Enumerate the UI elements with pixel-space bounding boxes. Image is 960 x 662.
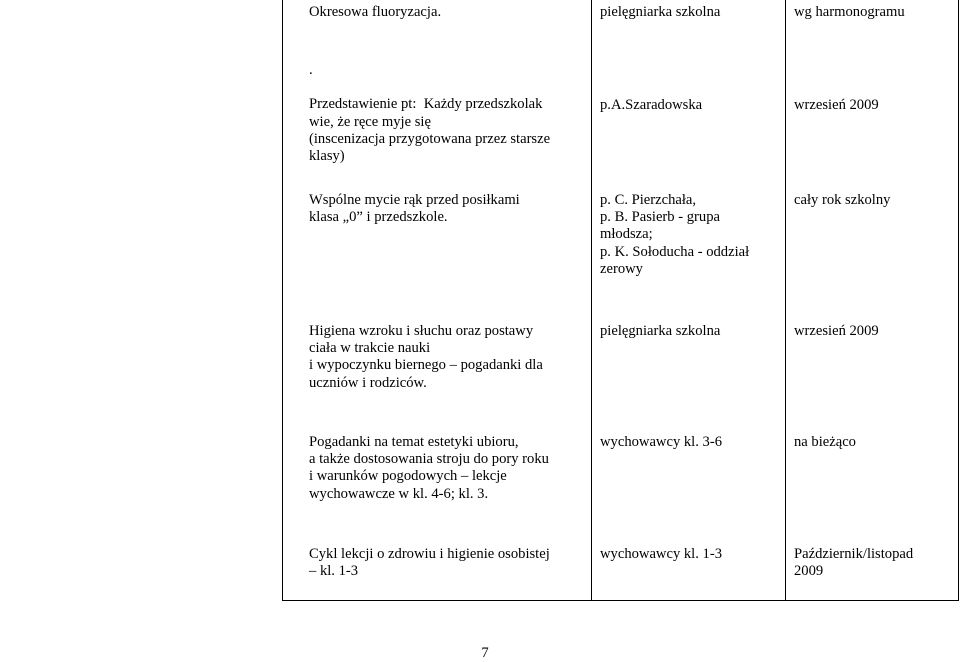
table-border-bottom <box>282 600 959 601</box>
activity-cell: . Przedstawienie pt: Każdy przedszkolak wie, że ręce myje się (inscenizacja przygotowana przez starsze klasy) <box>309 62 551 165</box>
date-cell: wg harmonogramu <box>794 4 905 20</box>
responsible-cell: wychowawcy kl. 3-6 <box>600 434 722 450</box>
date-cell: na bieżąco <box>794 434 856 450</box>
activity-cell: Pogadanki na temat estetyki ubioru, a także dostosowania stroju do pory roku i warunków pogodowych – lekcje wychowawcze w kl. 4-6; kl. 3. <box>309 434 549 502</box>
activity-cell: Okresowa fluoryzacja. <box>309 4 442 20</box>
responsible-cell: wychowawcy kl. 1-3 <box>600 546 722 562</box>
date-cell: wrzesień 2009 <box>794 97 879 113</box>
date-cell: cały rok szkolny <box>794 192 891 208</box>
responsible-cell: p.A.Szaradowska <box>600 97 703 113</box>
activity-cell: Cykl lekcji o zdrowiu i higienie osobistej – kl. 1-3 <box>309 546 550 580</box>
date-cell: Październik/listopad 2009 <box>794 546 914 580</box>
activity-cell: Higiena wzroku i słuchu oraz postawy ciała w trakcie nauki i wypoczynku biernego – pogadanki dla uczniów i rodziców. <box>309 323 543 391</box>
date-cell: wrzesień 2009 <box>794 323 879 339</box>
responsible-cell: pielęgniarka szkolna <box>600 4 721 20</box>
responsible-cell: p. C. Pierzchała, p. B. Pasierb - grupa młodsza; p. K. Sołoducha - oddział zerowy <box>600 192 750 277</box>
responsible-cell: pielęgniarka szkolna <box>600 323 721 339</box>
page-number: 7 <box>481 645 489 661</box>
activity-cell: Wspólne mycie rąk przed posiłkami klasa „0” i przedszkole. <box>309 192 520 226</box>
